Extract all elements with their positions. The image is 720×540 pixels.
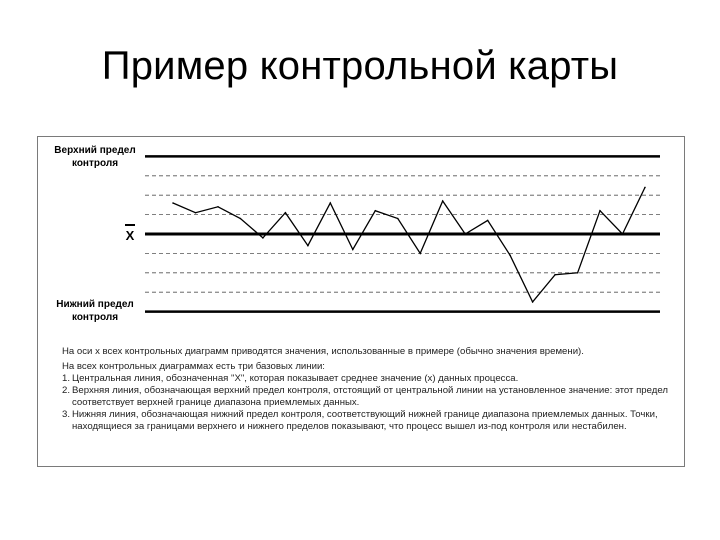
- list-item-number: 1.: [62, 373, 71, 384]
- mean-overbar: [125, 224, 135, 226]
- list-item-text: Верхняя линия, обозначающая верхний предел контроля, отстоящий от центральной линии на установленное значение: этот предел соответствует верхней границе диапазона приемлемых данных.: [72, 385, 668, 408]
- list-item-number: 3.: [62, 409, 71, 420]
- list-item-number: 2.: [62, 385, 71, 396]
- process-data-line: [173, 187, 645, 302]
- data-point: [599, 210, 601, 212]
- data-point: [622, 233, 624, 235]
- data-point: [487, 220, 489, 222]
- data-point: [442, 200, 444, 202]
- data-point: [240, 218, 242, 220]
- explanation-paragraph-axis: На оси х всех контрольных диаграмм приводятся значения, использованные в примере (обычно значения времени).: [62, 346, 584, 357]
- center-line-symbol: X: [125, 228, 135, 243]
- slide-title: Пример контрольной карты: [101, 44, 619, 88]
- data-point: [464, 233, 466, 235]
- data-point: [352, 249, 354, 251]
- ucl-label: Верхний предел контроля: [54, 145, 136, 169]
- data-point: [330, 202, 332, 204]
- data-point: [262, 237, 264, 239]
- lcl-label: Нижний предел контроля: [56, 299, 134, 323]
- data-point: [644, 187, 646, 189]
- data-point: [172, 202, 174, 204]
- data-point: [397, 218, 399, 220]
- data-point: [509, 255, 511, 257]
- list-item-text: Нижняя линия, обозначающая нижний предел контроля, соответствующий нижней границе диапазона приемлемых данных. Точки, находящиеся за границами верхнего и нижнего пределов показывают, что процесс вышел из-под контроля или нестабилен.: [72, 409, 658, 432]
- explanation-text: [62, 346, 672, 433]
- data-point: [307, 245, 309, 247]
- list-item: [62, 373, 672, 385]
- list-item: [62, 409, 672, 433]
- center-line-label: [120, 228, 140, 243]
- data-point: [532, 301, 534, 303]
- data-point: [285, 212, 287, 214]
- data-point: [217, 206, 219, 208]
- data-point: [195, 212, 197, 214]
- baseline-list: [62, 373, 672, 433]
- data-point: [419, 253, 421, 255]
- data-point: [375, 210, 377, 212]
- data-point: [577, 272, 579, 274]
- explanation-paragraph-lines: На всех контрольных диаграммах есть три базовых линии:: [62, 361, 325, 372]
- list-item: [62, 385, 672, 409]
- list-item-text: Центральная линия, обозначенная "X", которая показывает среднее значение (х) данных процесса.: [72, 373, 519, 384]
- data-point: [554, 274, 556, 276]
